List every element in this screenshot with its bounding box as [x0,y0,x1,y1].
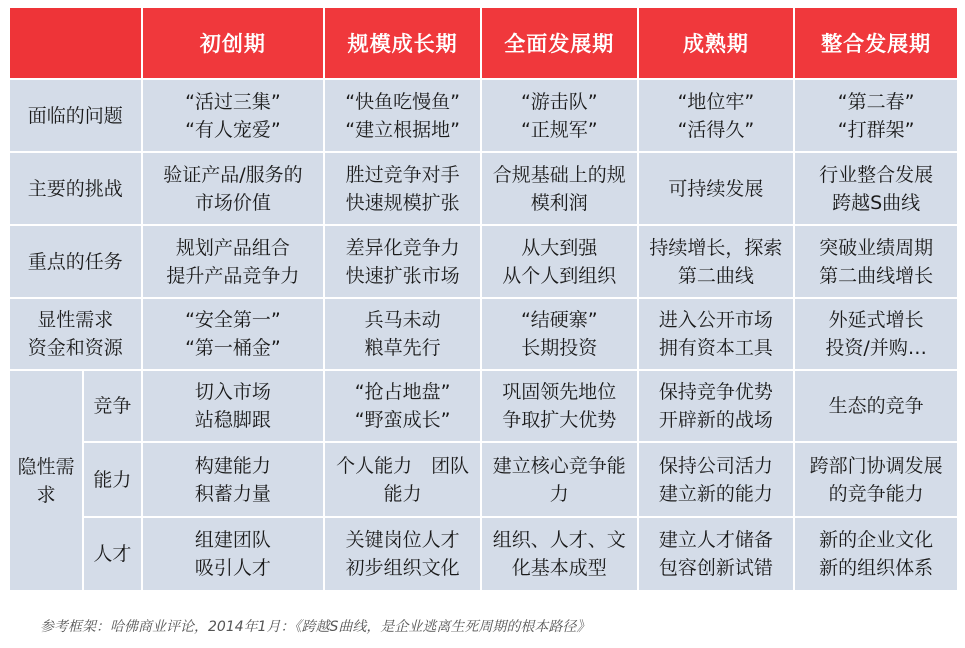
subrow-label-competition: 竞争 [84,371,140,441]
table-cell: “结硬寨” 长期投资 [482,299,637,369]
table-cell: “安全第一” “第一桶金” [143,299,324,369]
table-cell: 差异化竞争力 快速扩张市场 [325,226,480,297]
row-label-challenges: 主要的挑战 [10,153,141,224]
table-row [10,80,957,151]
table-cell: 跨部门协调发展 的竞争能力 [795,443,957,516]
header-stage-3: 全面发展期 [482,8,637,78]
table-cell: 保持公司活力 建立新的能力 [639,443,794,516]
table-cell: “游击队” “正规军” [482,80,637,151]
table-cell: 生态的竞争 [795,371,957,441]
table-cell: “地位牢” “活得久” [639,80,794,151]
table-cell: 规划产品组合 提升产品竞争力 [143,226,324,297]
header-stage-5: 整合发展期 [795,8,957,78]
table-cell: 组建团队 吸引人才 [143,518,324,590]
source-footnote: 参考框架：哈佛商业评论，2014年1月：《跨越S曲线，是企业逃离生死周期的根本路径》 [40,619,591,635]
table-cell: 巩固领先地位 争取扩大优势 [482,371,637,441]
table-row [10,153,957,224]
table-row [10,371,957,441]
table-row [10,299,957,369]
table-cell: 持续增长，探索 第二曲线 [639,226,794,297]
row-label-explicit-needs: 显性需求 资金和资源 [10,299,141,369]
table-row [10,443,957,516]
row-label-problems: 面临的问题 [10,80,141,151]
table-cell: 个人能力 团队 能力 [325,443,480,516]
table-cell: 构建能力 积蓄力量 [143,443,324,516]
header-stage-4: 成熟期 [639,8,794,78]
table-cell: 可持续发展 [639,153,794,224]
table-cell: “快鱼吃慢鱼” “建立根据地” [325,80,480,151]
table-cell: 建立核心竞争能 力 [482,443,637,516]
table-cell: 突破业绩周期 第二曲线增长 [795,226,957,297]
table-cell: 关键岗位人才 初步组织文化 [325,518,480,590]
header-stage-2: 规模成长期 [325,8,480,78]
table-cell: 外延式增长 投资/并购… [795,299,957,369]
table-cell: 新的企业文化 新的组织体系 [795,518,957,590]
table-cell: “第二春” “打群架” [795,80,957,151]
header-row [10,8,957,78]
table-row [10,226,957,297]
table-cell: 兵马未动 粮草先行 [325,299,480,369]
row-label-tasks: 重点的任务 [10,226,141,297]
lifecycle-table-container [8,6,957,592]
subrow-label-capability: 能力 [84,443,140,516]
table-cell: 验证产品/服务的 市场价值 [143,153,324,224]
table-row [10,518,957,590]
table-cell: 组织、人才、文 化基本成型 [482,518,637,590]
row-label-implicit-needs: 隐性需 求 [10,371,82,590]
table-cell: 进入公开市场 拥有资本工具 [639,299,794,369]
header-stage-1: 初创期 [143,8,324,78]
table-cell: 合规基础上的规 模利润 [482,153,637,224]
corner-cell [10,8,141,78]
table-cell: 切入市场 站稳脚跟 [143,371,324,441]
table-cell: 建立人才储备 包容创新试错 [639,518,794,590]
table-cell: “活过三集” “有人宠爱” [143,80,324,151]
subrow-label-talent: 人才 [84,518,140,590]
table-cell: 从大到强 从个人到组织 [482,226,637,297]
table-cell: 胜过竞争对手 快速规模扩张 [325,153,480,224]
table-cell: 保持竞争优势 开辟新的战场 [639,371,794,441]
lifecycle-table [8,6,959,592]
table-cell: 行业整合发展 跨越S曲线 [795,153,957,224]
table-cell: “抢占地盘” “野蛮成长” [325,371,480,441]
